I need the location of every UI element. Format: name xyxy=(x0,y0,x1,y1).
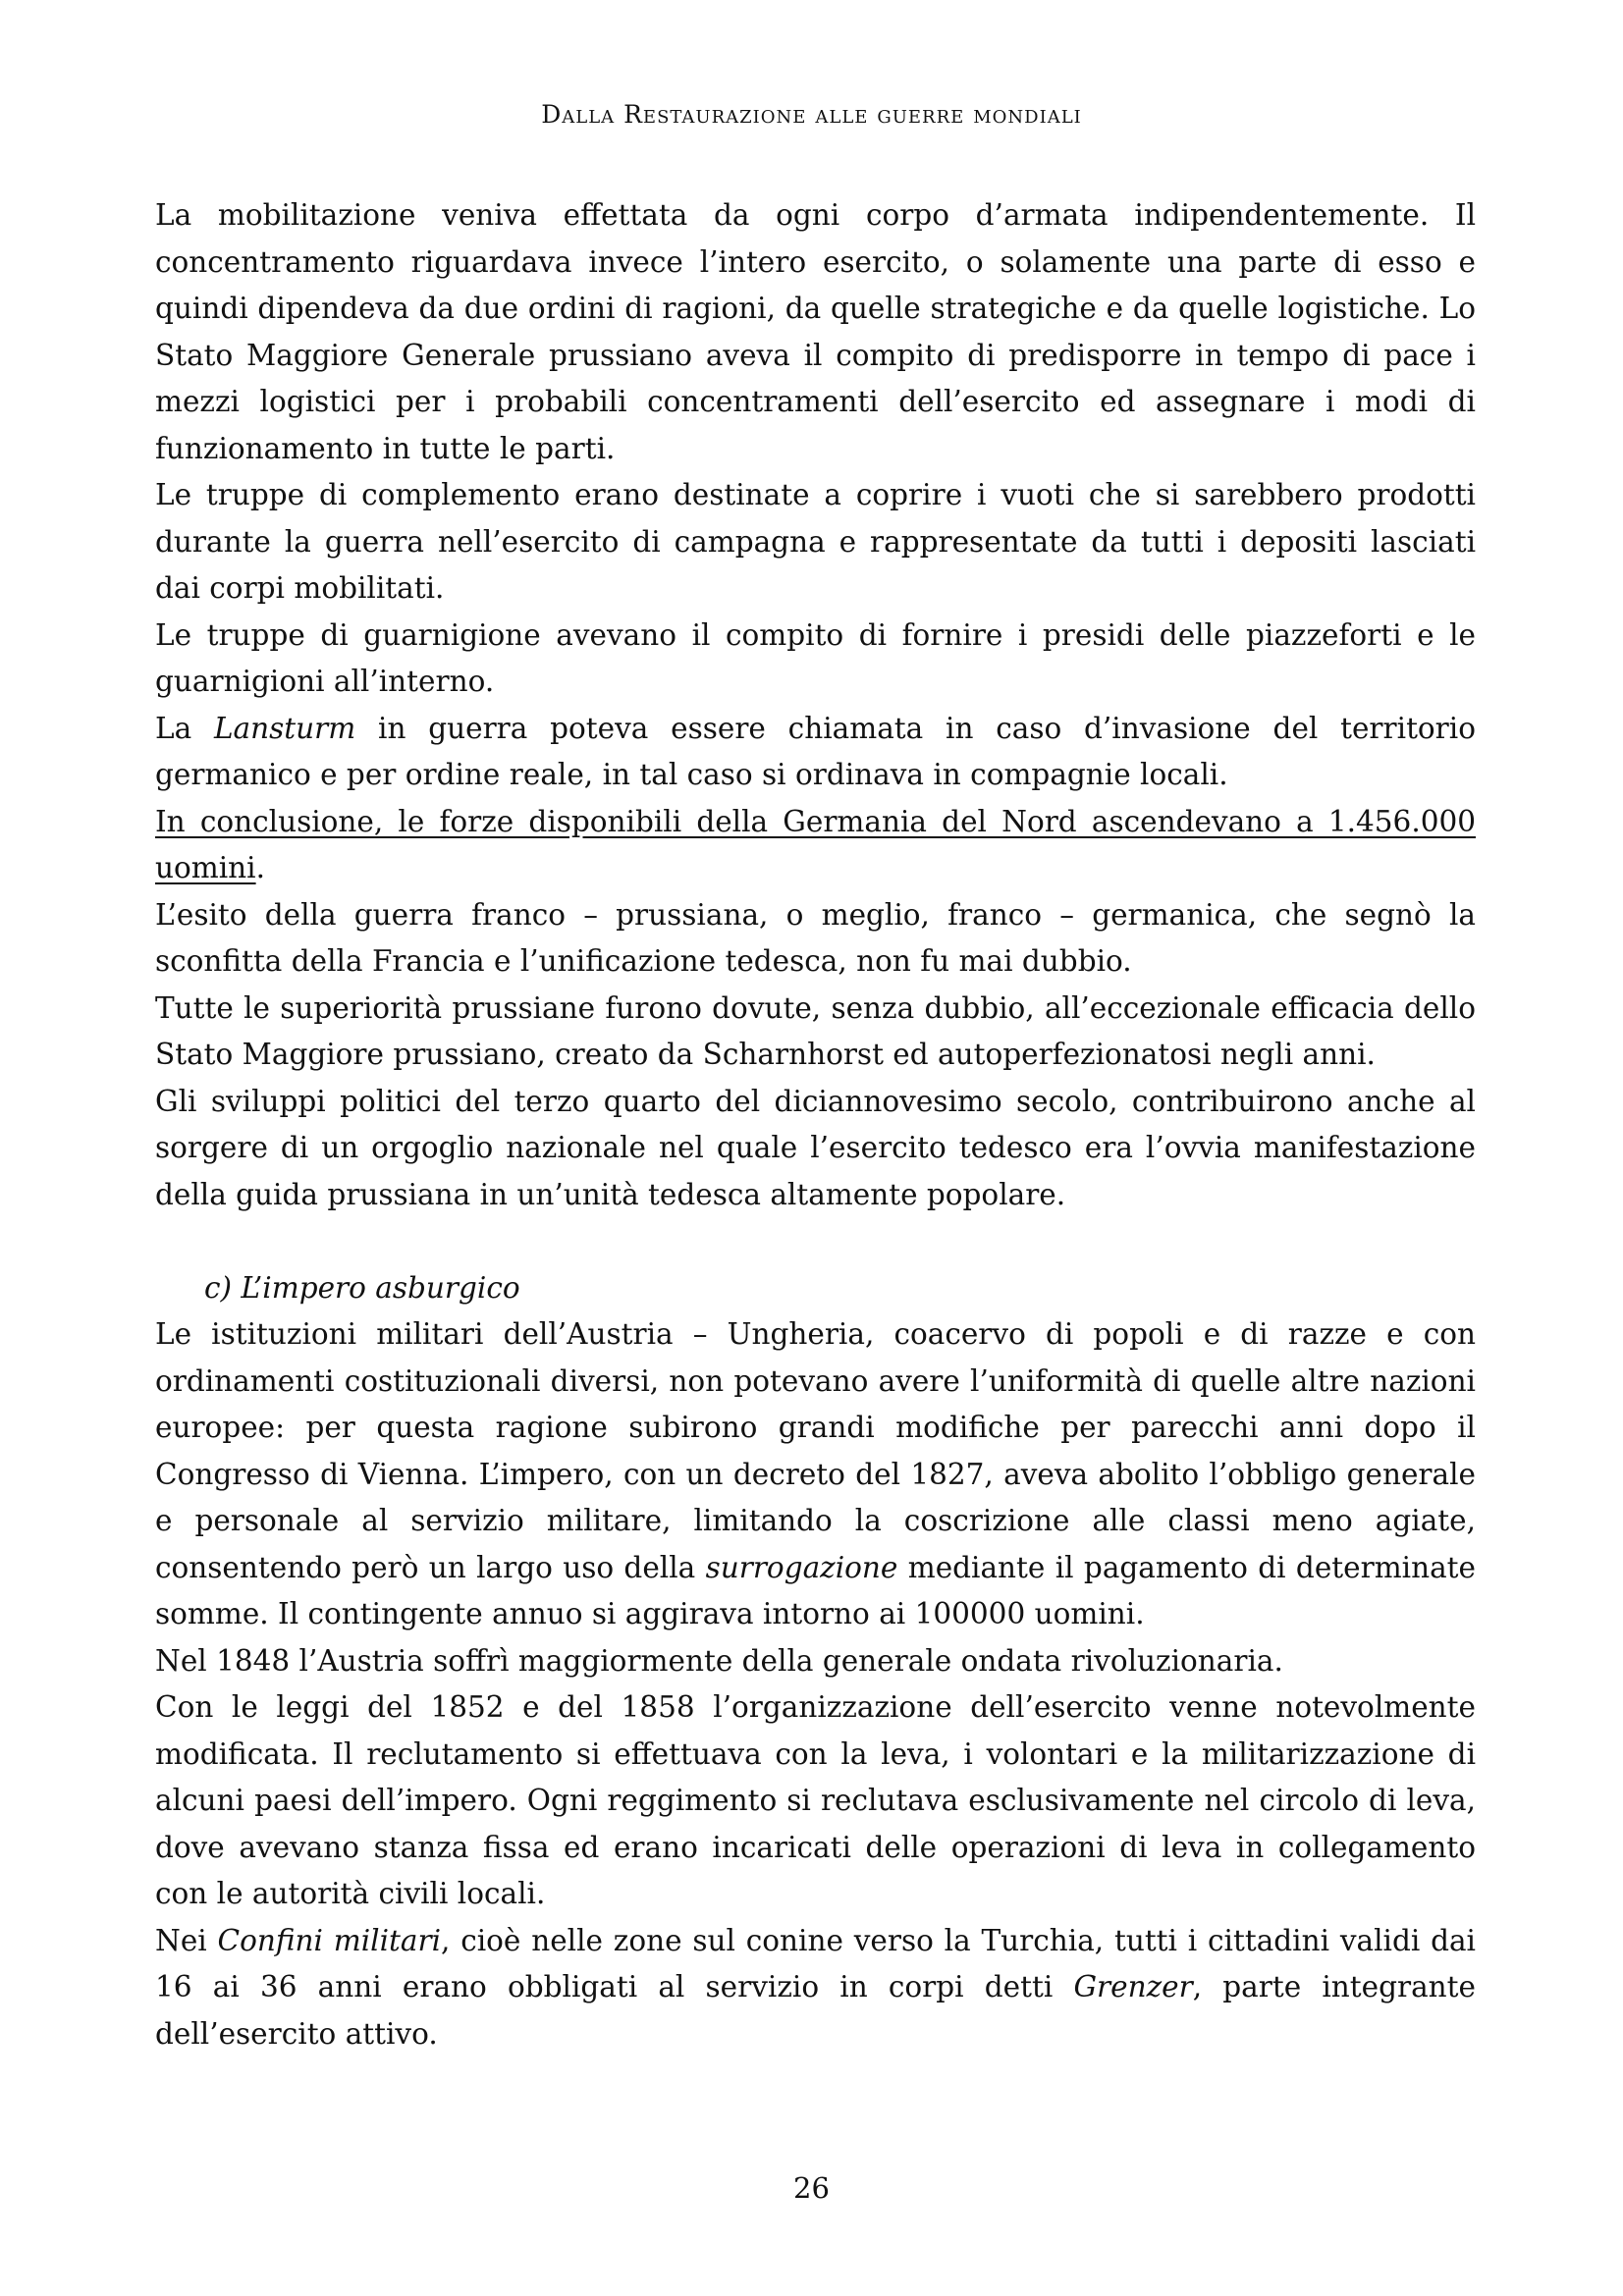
paragraph: Nel 1848 l’Austria soffrì maggiormente della generale ondata rivoluzionaria. xyxy=(155,1643,1283,1678)
paragraph: Le truppe di complemento erano destinate a coprire i vuoti che si sarebbero prodotti durante la guerra nell’esercito di campagna e rappresentate da tutti i depositi lasciati dai corpi mobilitati. xyxy=(155,478,1476,605)
italic-term: surrogazione xyxy=(705,1550,898,1584)
paragraph: Tutte le superiorità prussiane furono dovute, senza dubbio, all’eccezionale efficacia dello Stato Maggiore prussiano, creato da Scharnhorst ed autoperfezionatosi negli anni. xyxy=(155,990,1476,1071)
underlined-conclusion: In conclusione, le forze disponibili della Germania del Nord ascendevano a 1.456.000 uomini xyxy=(155,804,1476,884)
paragraph: Con le leggi del 1852 e del 1858 l’organizzazione dell’esercito venne notevolmente modificata. Il reclutamento si effettuava con la leva, i volontari e la militarizzazione di alcuni paesi dell’impero. Ogni reggimento si reclutava esclusivamente nel circolo di leva, dove avevano stanza fissa ed erano incaricati delle operazioni di leva in collegamento con le autorità civili locali. xyxy=(155,1690,1476,1910)
paragraph: Le truppe di guarnigione avevano il compito di fornire i presidi delle piazzeforti e le guarnigioni all’interno. xyxy=(155,617,1476,698)
paragraph: La mobilitazione veniva effettata da ogni corpo d’armata indipendentemente. Il concentramento riguardava invece l’intero esercito, o solamente una parte di esso e quindi dipendeva da due ordini di ragioni, da quelle strategiche e da quelle logistiche. Lo Stato Maggiore Generale prussiano aveva il compito di predisporre in tempo di pace i mezzi logistici per i probabili concentramenti dell’esercito ed assegnare i modi di funzionamento in tutte le parti. xyxy=(155,198,1476,465)
paragraph: L’esito della guerra franco – prussiana, o meglio, franco – germanica, che segnò la sconfitta della Francia e l’unificazione tedesca, non fu mai dubbio. xyxy=(155,897,1476,978)
body-text xyxy=(155,192,1476,2057)
paragraph: Le istituzioni militari dell’Austria – Ungheria, coacervo di popoli e di razze e con ordinamenti costituzionali diversi, non potevano avere l’uniformità di quelle altre nazioni europee: per questa ragione subirono grandi modifiche per parecchi anni dopo il Congresso di Vienna. L’impero, con un decreto del 1827, aveva abolito l’obbligo generale e personale al servizio militare, limitando la coscrizione alle classi meno agiate, consentendo però un largo uso della surrogazione mediante il pagamento di determinate somme. Il contingente annuo si aggirava intorno ai 100000 uomini. xyxy=(155,1317,1476,1630)
italic-term: Confini militari xyxy=(217,1923,442,1957)
paragraph-conclusion: In conclusione, le forze disponibili della Germania del Nord ascendevano a 1.456.000 uomini. xyxy=(155,804,1476,884)
section-heading: c) L’impero asburgico xyxy=(204,1270,520,1305)
italic-term: Grenzer xyxy=(1073,1970,1193,2003)
section-spacer xyxy=(155,1218,1476,1265)
paragraph: Nei Confini militari, cioè nelle zone sul conine verso la Turchia, tutti i cittadini validi dai 16 ai 36 anni erano obbligati al servizio in corpi detti Grenzer, parte integrante dell’esercito attivo. xyxy=(155,1923,1476,2051)
paragraph: Gli sviluppi politici del terzo quarto del diciannovesimo secolo, contribuirono anche al sorgere di un orgoglio nazionale nel quale l’esercito tedesco era l’ovvia manifestazione della guida prussiana in un’unità tedesca altamente popolare. xyxy=(155,1084,1476,1211)
page-number: 26 xyxy=(793,2171,830,2205)
running-header: Dalla Restaurazione alle guerre mondiali xyxy=(541,100,1082,129)
italic-term: Lansturm xyxy=(213,711,356,745)
paragraph: La Lansturm in guerra poteva essere chiamata in caso d’invasione del territorio germanico e per ordine reale, in tal caso si ordinava in compagnie locali. xyxy=(155,711,1476,791)
